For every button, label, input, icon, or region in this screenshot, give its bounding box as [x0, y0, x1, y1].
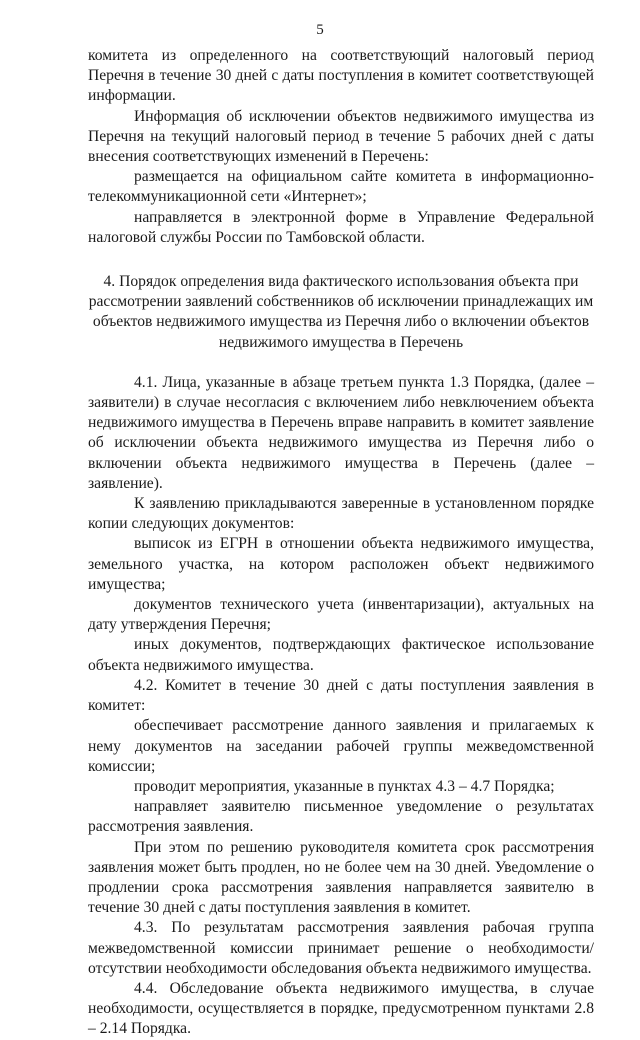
- paragraph: комитета из определенного на соответствующий налоговый период Перечня в течение 30 дней с даты поступления в комитет соответствующей информации.: [88, 47, 594, 105]
- paragraph: направляется в электронной форме в Управление Федеральной налоговой службы России по Тамбовской области.: [88, 208, 594, 246]
- paragraph: иных документов, подтверждающих фактическое использование объекта недвижимого имущества.: [88, 636, 594, 674]
- paragraph: обеспечивает рассмотрение данного заявления и прилагаемых к нему документов на заседании рабочей группы межведомственной комиссии;: [88, 717, 594, 775]
- paragraph: размещается на официальном сайте комитета в информационно-телекоммуникационной сети «Интернет»;: [88, 168, 594, 206]
- paragraph: документов технического учета (инвентаризации), актуальных на дату утверждения Перечня;: [88, 596, 594, 634]
- section-heading: 4. Порядок определения вида фактического использования объекта при рассмотрении заявлений собственников об исключении принадлежащих им объектов недвижимого имущества из Перечня либо о включении объектов недвижимого имущества в Перечень: [88, 273, 594, 351]
- paragraph: При этом по решению руководителя комитета срок рассмотрения заявления может быть продлен, но не более чем на 30 дней. Уведомление о продлении срока рассмотрения заявления направляется заявителю в течение 30 дней с даты поступления заявления в комитет.: [88, 838, 594, 917]
- paragraph: К заявлению прикладываются заверенные в установленном порядке копии следующих документов:: [88, 495, 594, 533]
- paragraph: 4.2. Комитет в течение 30 дней с даты поступления заявления в комитет:: [88, 676, 594, 715]
- paragraph: выписок из ЕГРН в отношении объекта недвижимого имущества, земельного участка, на котором расположен объект недвижимого имущества;: [88, 535, 594, 593]
- document-body: [88, 46, 594, 1040]
- paragraph: 4.3. По результатам рассмотрения заявления рабочая группа межведомственной комиссии принимает решение о необходимости/отсутствии необходимости обследования объекта недвижимого имущества.: [88, 919, 594, 977]
- paragraph: 4.1. Лица, указанные в абзаце третьем пункта 1.3 Порядка, (далее – заявители) в случае несогласия с включением либо невключением объекта недвижимого имущества в Перечень вправе направить в комитет заявление об исключении объекта недвижимого имущества из Перечня либо о включении объекта недвижимого имущества в Перечень (далее – заявление).: [88, 373, 594, 492]
- paragraph: направляет заявителю письменное уведомление о результатах рассмотрения заявления.: [88, 798, 594, 836]
- paragraph: Информация об исключении объектов недвижимого имущества из Перечня на текущий налоговый период в течение 5 рабочих дней с даты внесения соответствующих изменений в Перечень:: [88, 107, 594, 166]
- page-number: 5: [316, 22, 324, 38]
- paragraph: проводит мероприятия, указанные в пунктах 4.3 – 4.7 Порядка;: [134, 777, 555, 795]
- paragraph: 4.4. Обследование объекта недвижимого имущества, в случае необходимости, осуществляется в порядке, предусмотренном пунктами 2.8 – 2.14 Порядка.: [88, 979, 594, 1038]
